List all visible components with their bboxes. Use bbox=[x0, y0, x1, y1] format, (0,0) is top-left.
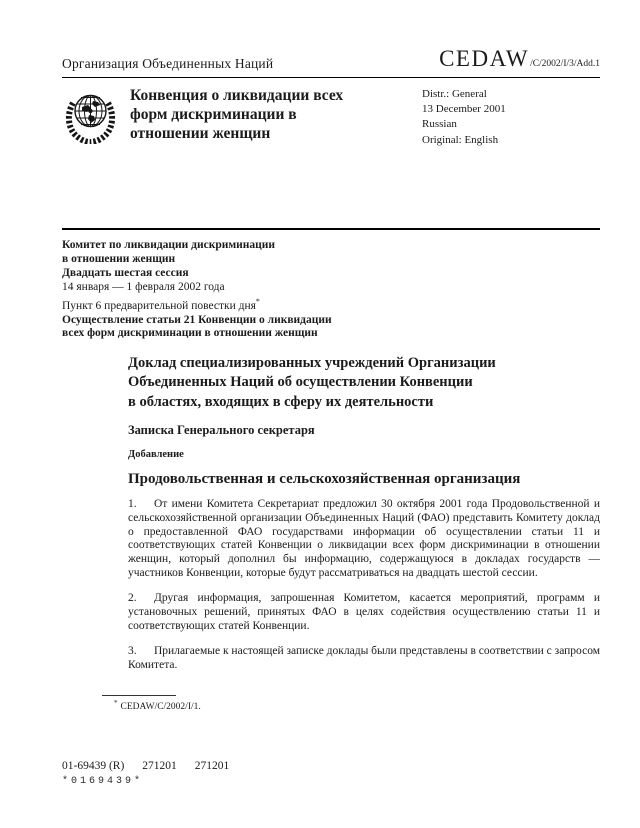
organization-name: Организация Объединенных Наций bbox=[62, 56, 274, 71]
addendum-label: Добавление bbox=[128, 448, 184, 460]
committee-name-line2: в отношении женщин bbox=[62, 253, 176, 266]
language-line: Russian bbox=[422, 118, 457, 131]
paragraph-3 bbox=[128, 645, 600, 673]
document-symbol bbox=[439, 46, 600, 72]
footer-date2: 271201 bbox=[194, 760, 230, 772]
paragraph-number: 3. bbox=[128, 645, 137, 658]
document-title-line: Доклад специализированных учреждений Организации bbox=[128, 355, 496, 372]
footnote-marker: * bbox=[114, 698, 118, 707]
footer-barcode-text: *0169439* bbox=[62, 776, 144, 787]
date-line: 13 December 2001 bbox=[422, 103, 506, 116]
paragraph-1 bbox=[128, 498, 600, 581]
convention-title-line: форм дискриминации в bbox=[130, 105, 297, 123]
document-body bbox=[128, 354, 600, 672]
original-language-line: Original: English bbox=[422, 133, 499, 146]
footnote-reference: CEDAW/C/2002/I/1. bbox=[120, 701, 201, 712]
paragraph-text: От имени Комитета Секретариат предложил 30 октября 2001 года Продовольственной и сельскохозяйственной организации Объединенных Наций (ФАО) представить Комитету доклад о предоставленной ФАО государствами информации об осуществлении статьи 11 и соответствующих статей Конвенции о ликвидации всех форм дискриминации в отношении женщин, который дополнил бы информацию, содержащуюся в докладах государств — участников Конвенции, которые будут рассматриваться на двадцать шестой сессии. bbox=[128, 497, 600, 579]
footer-job-line bbox=[62, 760, 229, 772]
document-footer bbox=[62, 760, 229, 787]
document-header bbox=[62, 46, 600, 78]
footer-doc-number: 01-69439 (R) bbox=[62, 760, 125, 772]
document-symbol-suffix: /C/2002/I/3/Add.1 bbox=[530, 59, 600, 69]
agenda-footnote-marker: * bbox=[255, 296, 260, 306]
section-divider bbox=[62, 228, 600, 231]
distr-line: Distr.: General bbox=[422, 88, 487, 100]
convention-title bbox=[130, 87, 380, 148]
paragraph-text: Прилагаемые к настоящей записке доклады были представлены в соответствии с запросом Комитета. bbox=[128, 645, 600, 671]
paragraph-2 bbox=[128, 592, 600, 633]
document-subtitle: Записка Генерального секретаря bbox=[128, 422, 315, 437]
un-emblem-icon bbox=[62, 87, 119, 144]
footer-date1: 271201 bbox=[142, 760, 177, 772]
agenda-item-title-line1: Осуществление статьи 21 Конвенции о ликвидации bbox=[62, 313, 332, 326]
agenda-item bbox=[62, 295, 600, 314]
document-title bbox=[128, 354, 600, 411]
footnote-area bbox=[62, 695, 600, 712]
document-title-line: Объединенных Наций об осуществлении Конвенции bbox=[128, 374, 473, 391]
session-number: Двадцать шестая сессия bbox=[62, 267, 189, 279]
committee-name-line1: Комитет по ликвидации дискриминации bbox=[62, 239, 276, 252]
session-dates: 14 января — 1 февраля 2002 года bbox=[62, 280, 225, 293]
masthead bbox=[62, 87, 600, 148]
footnote-rule bbox=[102, 695, 176, 696]
convention-title-line: Конвенция о ликвидации всех bbox=[130, 87, 344, 104]
session-block bbox=[62, 239, 600, 341]
document-symbol-main: CEDAW bbox=[439, 46, 530, 71]
paragraph-text: Другая информация, запрошенная Комитетом, касается мероприятий, программ и установочных решений, принятых ФАО в целях содействия осуществлению статьи 11 и соответствующих статей Конвенции. bbox=[128, 592, 600, 632]
agenda-item-title-line2: всех форм дискриминации в отношении женщин bbox=[62, 327, 318, 340]
document-title-line: в областях, входящих в сферу их деятельности bbox=[128, 393, 434, 410]
distribution-block bbox=[422, 87, 600, 148]
paragraph-number: 2. bbox=[128, 592, 137, 605]
convention-title-line: отношении женщин bbox=[130, 124, 271, 142]
section-heading: Продовольственная и сельскохозяйственная организация bbox=[128, 470, 521, 487]
footnote-text bbox=[114, 699, 600, 712]
agenda-item-text: Пункт 6 предварительной повестки дня bbox=[62, 299, 256, 312]
paragraph-number: 1. bbox=[128, 497, 137, 510]
